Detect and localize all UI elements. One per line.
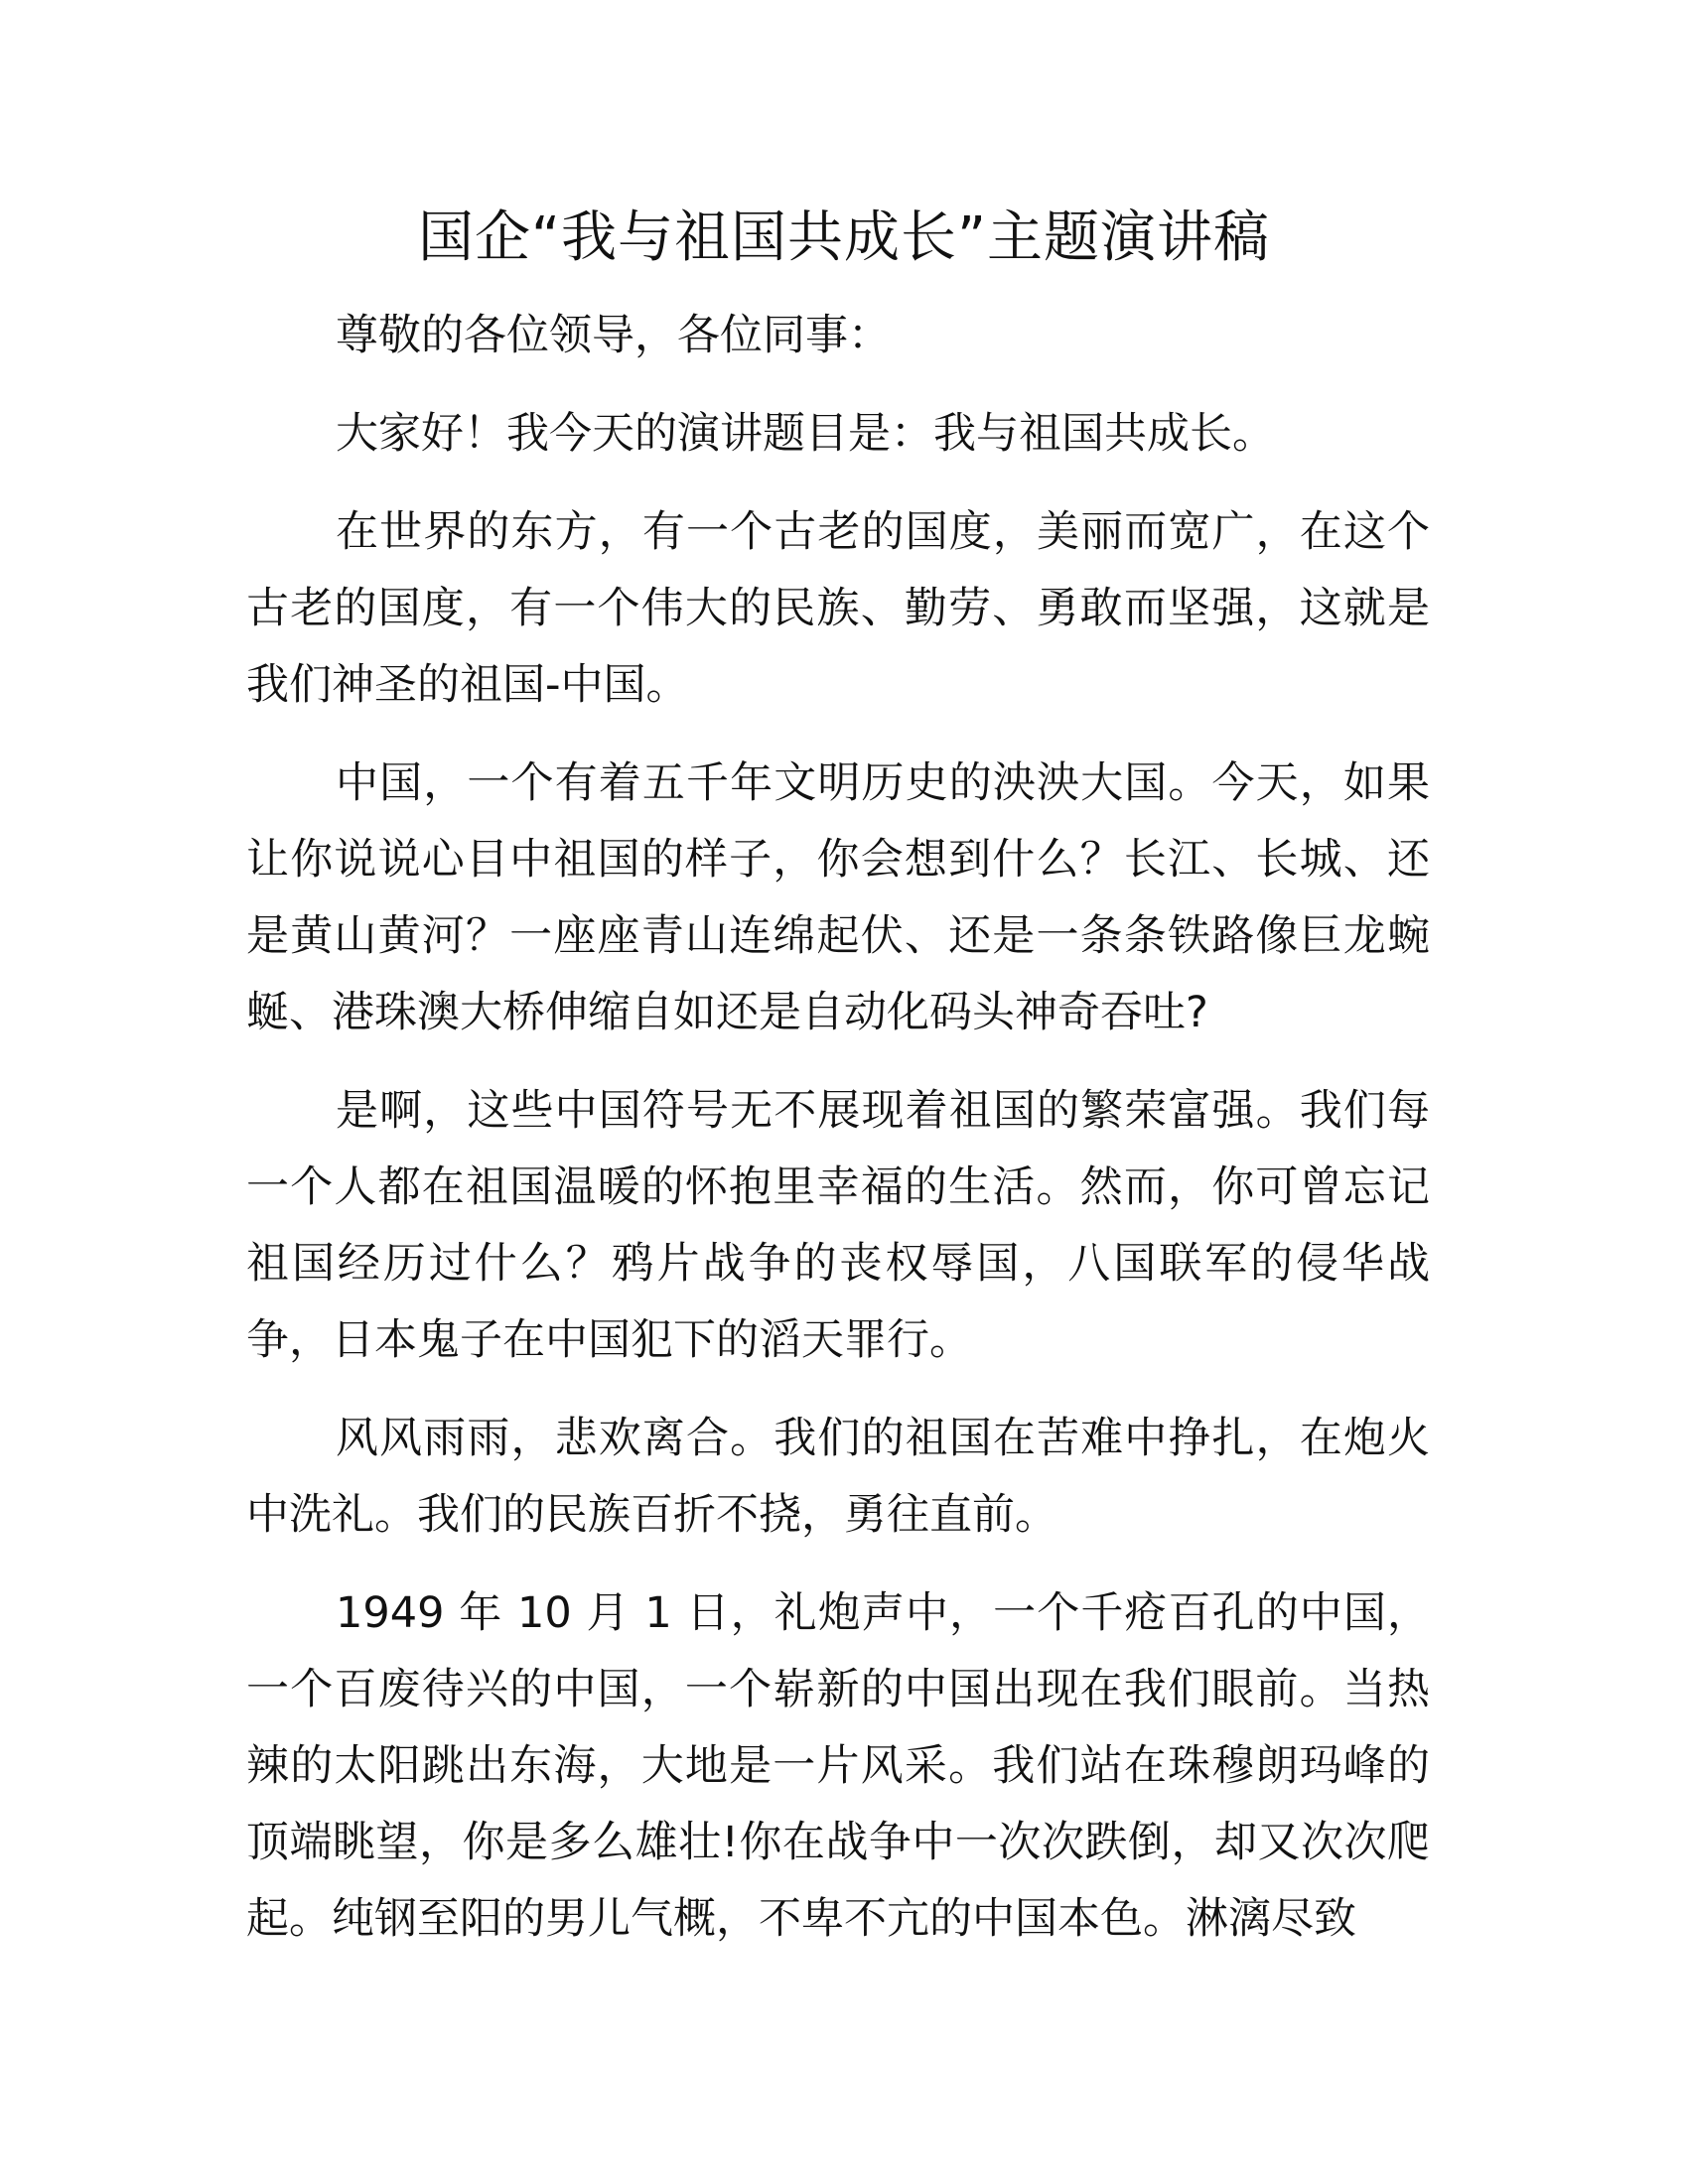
paragraph: 在世界的东方，有一个古老的国度，美丽而宽广，在这个古老的国度，有一个伟大的民族、勤劳、勇敢而坚强，这就是我们神圣的祖国-中国。 [246,507,1430,710]
salutation: 尊敬的各位领导，各位同事： [336,311,891,360]
paragraph: 是啊，这些中国符号无不展现着祖国的繁荣富强。我们每一个人都在祖国温暖的怀抱里幸福的生活。然而，你可曾忘记祖国经历过什么？鸦片战争的丧权辱国，八国联军的侵华战争，日本鬼子在中国犯下的滔天罪行。 [246,1086,1430,1365]
document-body [246,298,1430,1979]
paragraph: 风风雨雨，悲欢离合。我们的祖国在苦难中挣扎，在炮火中洗礼。我们的民族百折不挠，勇往直前。 [246,1414,1430,1540]
paragraph: 1949 年 10 月 1 日，礼炮声中，一个千疮百孔的中国，一个百废待兴的中国，一个崭新的中国出现在我们眼前。当热辣的太阳跳出东海，大地是一片风采。我们站在珠穆朗玛峰的顶端眺望，你是多么雄壮!你在战争中一次次跌倒，却又次次爬起。纯钢至阳的男儿气概，不卑不亢的中国本色。淋漓尽致 [246,1588,1430,1944]
paragraph-greeting: 大家好！我今天的演讲题目是：我与祖国共成长。 [336,409,1275,459]
page-title: 国企“我与祖国共成长”主题演讲稿 [417,205,1271,270]
paragraph: 中国，一个有着五千年文明历史的泱泱大国。今天，如果让你说说心目中祖国的样子，你会想到什么？长江、长城、还是黄山黄河？一座座青山连绵起伏、还是一条条铁路像巨龙蜿蜒、港珠澳大桥伸缩自如还是自动化码头神奇吞吐? [246,758,1430,1037]
